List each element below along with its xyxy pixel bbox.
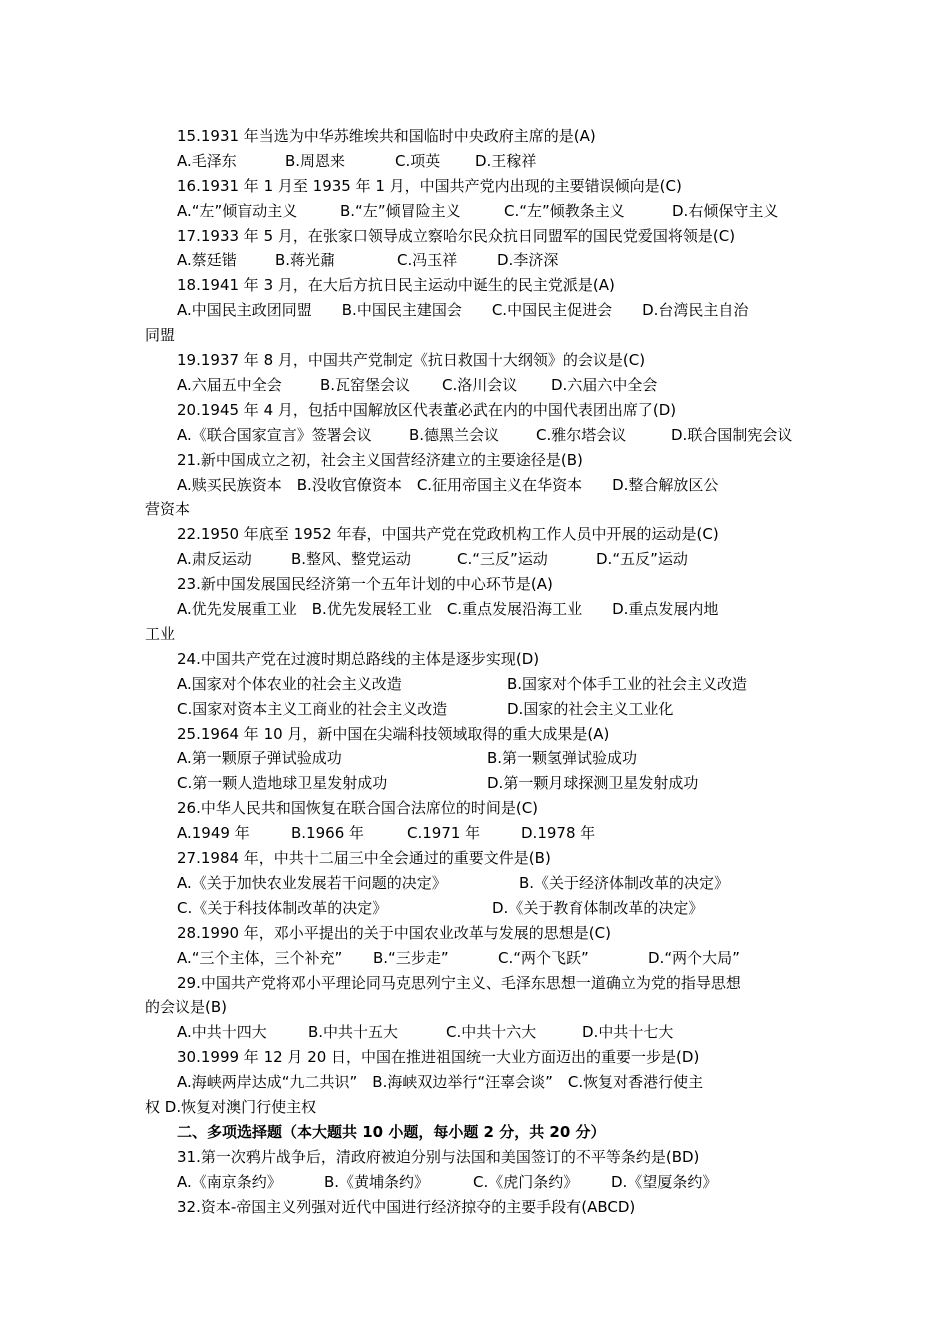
question-21-options: A.赎买民族资本 B.没收官僚资本 C.征用帝国主义在华资本 D.整合解放区公	[177, 475, 719, 494]
option-d: D.李济深	[497, 251, 559, 270]
option-d: D.“五反”运动	[596, 550, 688, 569]
question-15-stem: 15.1931 年当选为中华苏维埃共和国临时中央政府主席的是(A)	[177, 127, 596, 145]
option-c: C.冯玉祥	[397, 251, 458, 270]
question-20-options	[145, 423, 825, 448]
option-a: A.中共十四大	[177, 1023, 267, 1042]
question-18-stem: 18.1941 年 3 月，在大后方抗日民主运动中诞生的民主党派是(A)	[177, 276, 615, 295]
option-a: A.“三个主体，三个补充”	[177, 948, 343, 967]
option-a: A.六届五中全会	[177, 375, 282, 394]
question-15-options	[145, 149, 825, 174]
question-23-options: A.优先发展重工业 B.优先发展轻工业 C.重点发展沿海工业 D.重点发展内地	[177, 600, 719, 619]
question-18-options-wrap: 同盟	[145, 326, 176, 345]
option-d: D.“两个大局”	[648, 948, 740, 967]
option-c: C.《虎门条约》	[473, 1172, 579, 1191]
question-20-stem: 20.1945 年 4 月，包括中国解放区代表董必武在内的中国代表团出席了(D)	[177, 400, 677, 419]
option-c: C.1971 年	[407, 824, 481, 843]
question-26-options	[145, 821, 825, 846]
option-b: B.“左”倾冒险主义	[340, 201, 461, 220]
option-b: B.国家对个体手工业的社会主义改造	[507, 674, 748, 693]
option-a: A.国家对个体农业的社会主义改造	[177, 674, 402, 693]
question-24-stem: 24.中国共产党在过渡时期总路线的主体是逐步实现(D)	[177, 649, 540, 668]
option-d: D.国家的社会主义工业化	[507, 699, 674, 718]
option-a: A.《联合国家宣言》签署会议	[177, 425, 372, 444]
option-b: B.瓦窑堡会议	[320, 375, 411, 394]
option-b: B.“三步走”	[373, 948, 449, 967]
option-d: D.1978 年	[521, 824, 596, 843]
option-d: D.《望厦条约》	[611, 1172, 718, 1191]
question-32-stem: 32.资本-帝国主义列强对近代中国进行经济掠夺的主要手段有(ABCD)	[177, 1197, 636, 1216]
option-d: D.中共十七大	[582, 1023, 674, 1042]
question-17-options	[145, 248, 825, 273]
option-d: D.第一颗月球探测卫星发射成功	[487, 774, 699, 793]
question-31-options	[145, 1170, 825, 1195]
question-19-stem: 19.1937 年 8 月，中国共产党制定《抗日救国十大纲领》的会议是(C)	[177, 351, 646, 370]
question-27-options	[145, 871, 825, 921]
question-29-stem: 29.中国共产党将邓小平理论同马克思列宁主义、毛泽东思想一道确立为党的指导思想	[177, 973, 741, 992]
option-a: A.肃反运动	[177, 550, 252, 569]
option-c: C.“两个飞跃”	[498, 948, 589, 967]
option-c: C.雅尔塔会议	[536, 425, 627, 444]
question-25-stem: 25.1964 年 10 月，新中国在尖端科技领域取得的重大成果是(A)	[177, 724, 610, 743]
question-16-stem: 16.1931 年 1 月至 1935 年 1 月，中国共产党内出现的主要错误倾向是(C)	[177, 176, 682, 195]
question-31-stem: 31.第一次鸦片战争后，清政府被迫分别与法国和美国签订的不平等条约是(BD)	[177, 1147, 700, 1166]
option-b: B.《关于经济体制改革的决定》	[519, 873, 730, 892]
option-d: D.王稼祥	[475, 151, 537, 170]
option-a: A.毛泽东	[177, 151, 237, 170]
option-a: A.蔡廷锴	[177, 251, 237, 270]
option-b: B.整风、整党运动	[291, 550, 412, 569]
question-23-stem: 23.新中国发展国民经济第一个五年计划的中心环节是(A)	[177, 575, 553, 594]
question-21-stem: 21.新中国成立之初，社会主义国营经济建立的主要途径是(B)	[177, 450, 583, 469]
option-c: C.第一颗人造地球卫星发射成功	[177, 774, 388, 793]
question-28-stem: 28.1990 年，邓小平提出的关于中国农业改革与发展的思想是(C)	[177, 923, 611, 942]
question-29-stem-wrap: 的会议是(B)	[145, 998, 227, 1017]
exam-content	[145, 124, 825, 1219]
question-26-stem: 26.中华人民共和国恢复在联合国合法席位的时间是(C)	[177, 799, 539, 818]
question-30-stem: 30.1999 年 12 月 20 日，中国在推进祖国统一大业方面迈出的重要一步是(D)	[177, 1048, 700, 1067]
question-18-options: A.中国民主政团同盟 B.中国民主建国会 C.中国民主促进会 D.台湾民主自治	[177, 301, 749, 320]
question-30-options-wrap: 权 D.恢复对澳门行使主权	[145, 1097, 317, 1116]
option-c: C.洛川会议	[442, 375, 518, 394]
question-21-options-wrap: 营资本	[145, 500, 191, 519]
option-b: B.《黄埔条约》	[324, 1172, 430, 1191]
option-b: B.第一颗氢弹试验成功	[487, 749, 638, 768]
question-30-options: A.海峡两岸达成“九二共识” B.海峡双边举行“汪辜会谈” C.恢复对香港行使主	[177, 1073, 704, 1092]
option-a: A.1949 年	[177, 824, 250, 843]
option-c: C.“左”倾教条主义	[504, 201, 625, 220]
option-a: A.《关于加快农业发展若干问题的决定》	[177, 873, 447, 892]
option-d: D.联合国制宪会议	[671, 425, 793, 444]
option-d: D.右倾保守主义	[672, 201, 779, 220]
option-c: C.国家对资本主义工商业的社会主义改造	[177, 699, 448, 718]
question-25-options	[145, 746, 825, 796]
question-16-options	[145, 199, 825, 224]
option-b: B.德黑兰会议	[409, 425, 500, 444]
question-23-options-wrap: 工业	[145, 624, 176, 643]
question-17-stem: 17.1933 年 5 月，在张家口领导成立察哈尔民众抗日同盟军的国民党爱国将领是(C)	[177, 226, 736, 245]
option-b: B.周恩来	[285, 151, 346, 170]
question-22-options	[145, 547, 825, 572]
option-a: A.《南京条约》	[177, 1172, 282, 1191]
question-24-options	[145, 672, 825, 722]
option-d: D.六届六中全会	[551, 375, 658, 394]
option-b: B.中共十五大	[308, 1023, 399, 1042]
option-c: C.《关于科技体制改革的决定》	[177, 898, 388, 917]
question-27-stem: 27.1984 年，中共十二届三中全会通过的重要文件是(B)	[177, 849, 551, 867]
question-22-stem: 22.1950 年底至 1952 年春，中国共产党在党政机构工作人员中开展的运动是(C)	[177, 525, 719, 544]
section-2-title: 二、多项选择题（本大题共 10 小题，每小题 2 分，共 20 分）	[177, 1122, 606, 1141]
option-b: B.1966 年	[291, 824, 365, 843]
option-a: A.“左”倾盲动主义	[177, 201, 298, 220]
option-c: C.中共十六大	[446, 1023, 537, 1042]
question-19-options	[145, 373, 825, 398]
option-c: C.项英	[395, 151, 441, 170]
option-a: A.第一颗原子弹试验成功	[177, 749, 342, 768]
question-29-options	[145, 1020, 825, 1045]
option-b: B.蒋光鼐	[275, 251, 336, 270]
option-d: D.《关于教育体制改革的决定》	[492, 898, 704, 917]
question-28-options	[145, 946, 825, 971]
option-c: C.“三反”运动	[457, 550, 548, 569]
